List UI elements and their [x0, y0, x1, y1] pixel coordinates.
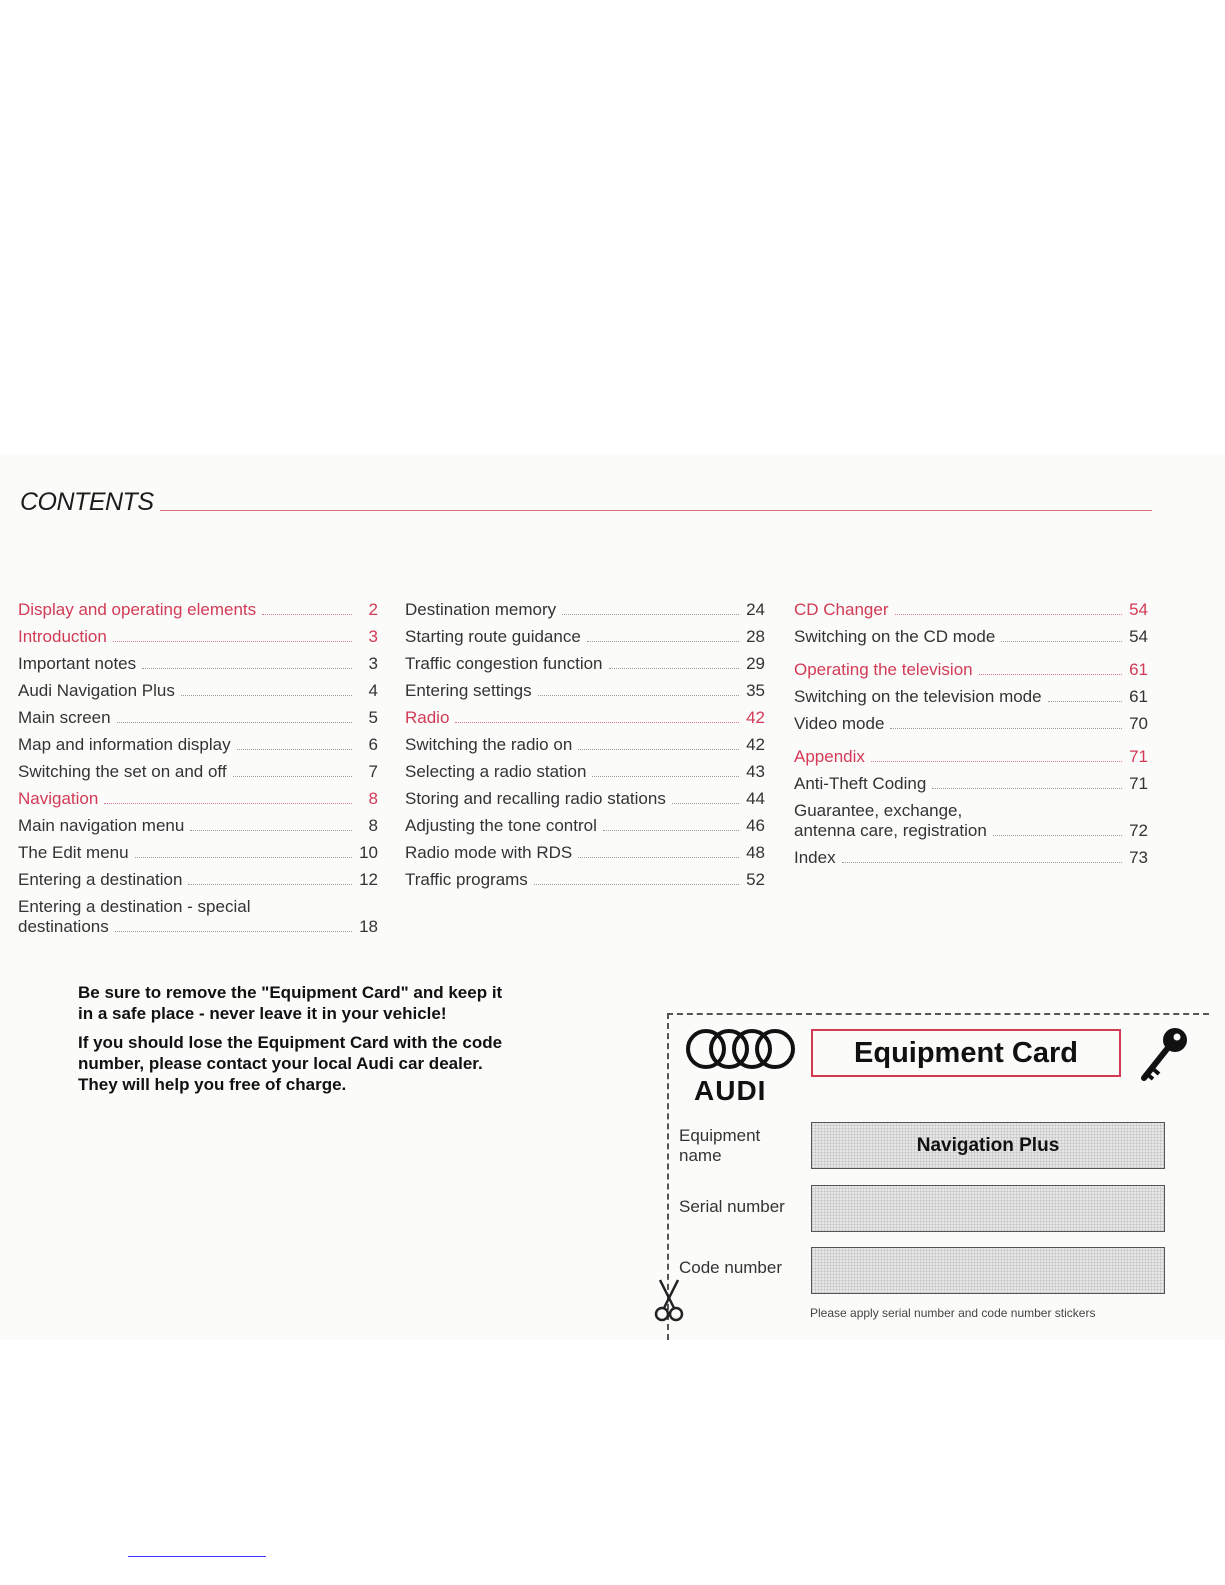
toc-leader: [142, 668, 352, 669]
field-label-equipment-name: [679, 1126, 760, 1166]
field-label-serial-number: Serial number: [679, 1197, 785, 1216]
toc-entry[interactable]: [405, 762, 765, 782]
toc-leader: [578, 749, 739, 750]
toc-column-1: [18, 600, 378, 944]
equipment-name-field[interactable]: Navigation Plus: [811, 1122, 1165, 1169]
toc-section-entry[interactable]: [794, 660, 1148, 680]
equipment-card-notice: [78, 982, 508, 1103]
card-title: Equipment Card: [811, 1029, 1121, 1077]
toc-leader: [135, 857, 352, 858]
contents-heading: CONTENTS: [20, 488, 154, 516]
toc-entry-title: Switching on the television mode: [794, 687, 1042, 706]
toc-entry-page: 28: [746, 627, 765, 646]
toc-entry[interactable]: [794, 801, 1148, 841]
toc-leader: [609, 668, 739, 669]
toc-entry-title: The Edit menu: [18, 843, 129, 862]
toc-entry-page: 4: [368, 681, 378, 700]
toc-entry-page: 43: [746, 762, 765, 781]
notice-paragraph: If you should lose the Equipment Card with the code number, please contact your local Audi car dealer. They will help you free of charge.: [78, 1033, 503, 1094]
toc-entry-page: 12: [359, 870, 378, 889]
toc-column-2: [405, 600, 765, 897]
toc-entry-title: Video mode: [794, 714, 885, 733]
toc-entry-title: Guarantee, exchange,: [794, 801, 963, 820]
toc-entry-page: 54: [1129, 627, 1148, 646]
toc-entry-page: 48: [746, 843, 765, 862]
toc-entry-title: Operating the television: [794, 660, 973, 679]
toc-leader: [587, 641, 739, 642]
toc-entry[interactable]: [794, 714, 1148, 734]
toc-leader: [672, 803, 739, 804]
toc-leader: [113, 641, 352, 642]
toc-entry[interactable]: [18, 897, 378, 937]
toc-entry[interactable]: [18, 816, 378, 836]
toc-entry-page: 24: [746, 600, 765, 619]
toc-leader: [562, 614, 739, 615]
toc-entry-title: Destination memory: [405, 600, 557, 619]
toc-entry[interactable]: [405, 681, 765, 701]
toc-entry-title: Traffic congestion function: [405, 654, 603, 673]
toc-leader: [993, 835, 1122, 836]
toc-leader: [890, 728, 1122, 729]
toc-leader: [538, 695, 739, 696]
toc-entry-page: 29: [746, 654, 765, 673]
toc-entry[interactable]: [405, 870, 765, 890]
toc-leader: [842, 862, 1122, 863]
field-label-code-number: Code number: [679, 1258, 783, 1277]
toc-entry-page: 71: [1129, 774, 1148, 793]
toc-leader: [117, 722, 352, 723]
toc-leader: [578, 857, 739, 858]
toc-entry-title: Map and information display: [18, 735, 231, 754]
toc-entry-title-continued: destinations: [18, 917, 109, 936]
scissors-icon: [652, 1278, 686, 1324]
toc-entry[interactable]: [18, 762, 378, 782]
toc-entry-title: Switching the set on and off: [18, 762, 227, 781]
code-number-field[interactable]: [811, 1247, 1165, 1294]
toc-entry-title: CD Changer: [794, 600, 889, 619]
audi-rings-logo: [681, 1023, 801, 1075]
toc-leader: [603, 830, 739, 831]
heading-rule: [160, 510, 1152, 511]
toc-entry[interactable]: [794, 687, 1148, 707]
toc-section-entry[interactable]: [794, 747, 1148, 767]
toc-entry-page: 72: [1129, 821, 1148, 840]
toc-leader: [233, 776, 352, 777]
toc-entry-title: Anti-Theft Coding: [794, 774, 927, 793]
toc-leader: [262, 614, 352, 615]
toc-entry-title: Switching on the CD mode: [794, 627, 996, 646]
toc-leader: [188, 884, 352, 885]
toc-entry-title-continued: antenna care, registration: [794, 821, 987, 840]
toc-entry-page: 70: [1129, 714, 1148, 733]
toc-entry-title: Display and operating elements: [18, 600, 257, 619]
toc-entry-title: Entering a destination - special: [18, 897, 251, 916]
toc-entry[interactable]: [18, 843, 378, 863]
bottom-link-underline[interactable]: [128, 1556, 266, 1557]
toc-entry-title: Starting route guidance: [405, 627, 581, 646]
toc-entry-page: 71: [1129, 747, 1148, 766]
toc-entry-title: Main screen: [18, 708, 111, 727]
toc-entry[interactable]: [405, 735, 765, 755]
toc-entry-page: 10: [359, 843, 378, 862]
notice-paragraph: Be sure to remove the "Equipment Card" and keep it in a safe place - never leave it in your vehicle!: [78, 983, 503, 1023]
toc-entry-page: 61: [1129, 660, 1148, 679]
toc-entry-page: 52: [746, 870, 765, 889]
toc-leader: [932, 788, 1122, 789]
toc-leader: [592, 776, 739, 777]
toc-leader: [115, 931, 352, 932]
toc-entry[interactable]: [794, 627, 1148, 647]
audi-wordmark: AUDI: [694, 1075, 767, 1106]
toc-leader: [871, 761, 1122, 762]
toc-leader: [979, 674, 1122, 675]
toc-leader: [1048, 701, 1122, 702]
toc-entry[interactable]: [18, 681, 378, 701]
toc-leader: [895, 614, 1123, 615]
toc-leader: [181, 695, 352, 696]
toc-entry-title: Entering a destination: [18, 870, 183, 889]
toc-entry-page: 8: [368, 816, 378, 835]
toc-entry-title: Radio mode with RDS: [405, 843, 573, 862]
toc-entry-page: 35: [746, 681, 765, 700]
toc-entry[interactable]: [18, 870, 378, 890]
toc-leader: [104, 803, 352, 804]
toc-entry-title: Switching the radio on: [405, 735, 573, 754]
toc-entry-title: Appendix: [794, 747, 865, 766]
toc-entry-title: Selecting a radio station: [405, 762, 587, 781]
toc-entry-page: 44: [746, 789, 765, 808]
toc-section-entry[interactable]: [18, 627, 378, 647]
toc-entry-page: 5: [368, 708, 378, 727]
toc-entry[interactable]: [405, 600, 765, 620]
toc-entry-page: 54: [1129, 600, 1148, 619]
toc-entry-page: 18: [359, 917, 378, 936]
toc-entry-page: 73: [1129, 848, 1148, 867]
toc-entry-title: Audi Navigation Plus: [18, 681, 175, 700]
toc-entry-title: Important notes: [18, 654, 137, 673]
toc-entry-title: Storing and recalling radio stations: [405, 789, 666, 808]
equipment-card: [667, 1013, 1209, 1340]
toc-leader: [534, 884, 739, 885]
toc-entry-page: 3: [368, 627, 378, 646]
toc-entry-page: 42: [746, 735, 765, 754]
toc-entry-title: Adjusting the tone control: [405, 816, 597, 835]
toc-entry-page: 8: [368, 789, 378, 808]
toc-entry-title: Introduction: [18, 627, 107, 646]
toc-entry-title: Entering settings: [405, 681, 532, 700]
toc-entry[interactable]: [794, 848, 1148, 868]
toc-entry[interactable]: [405, 843, 765, 863]
toc-column-3: [794, 600, 1148, 875]
toc-entry-page: 61: [1129, 687, 1148, 706]
toc-entry-title: Main navigation menu: [18, 816, 185, 835]
toc-entry-page: 6: [368, 735, 378, 754]
toc-entry[interactable]: [18, 654, 378, 674]
field-label-line: name: [679, 1146, 722, 1165]
sticker-note: Please apply serial number and code number stickers: [810, 1306, 1096, 1320]
toc-leader: [237, 749, 352, 750]
serial-number-field[interactable]: [811, 1185, 1165, 1232]
toc-entry-page: 2: [368, 600, 378, 619]
toc-entry[interactable]: [405, 816, 765, 836]
key-icon: [1139, 1025, 1191, 1083]
toc-entry-title: Radio: [405, 708, 450, 727]
toc-section-entry[interactable]: [18, 789, 378, 809]
toc-entry-page: 42: [746, 708, 765, 727]
toc-entry[interactable]: [405, 789, 765, 809]
field-label-line: Equipment: [679, 1126, 761, 1145]
toc-section-entry[interactable]: [18, 600, 378, 620]
toc-entry[interactable]: [18, 735, 378, 755]
toc-entry-title: Navigation: [18, 789, 99, 808]
toc-leader: [455, 722, 739, 723]
toc-entry[interactable]: [18, 708, 378, 728]
toc-entry-title: Index: [794, 848, 836, 867]
toc-section-entry[interactable]: [794, 600, 1148, 620]
toc-section-entry[interactable]: [405, 708, 765, 728]
toc-entry-page: 46: [746, 816, 765, 835]
toc-entry-title: Traffic programs: [405, 870, 528, 889]
toc-entry[interactable]: [794, 774, 1148, 794]
toc-leader: [190, 830, 352, 831]
toc-entry-page: 3: [368, 654, 378, 673]
toc-entry[interactable]: [405, 627, 765, 647]
toc-entry[interactable]: [405, 654, 765, 674]
toc-leader: [1001, 641, 1122, 642]
toc-entry-page: 7: [368, 762, 378, 781]
